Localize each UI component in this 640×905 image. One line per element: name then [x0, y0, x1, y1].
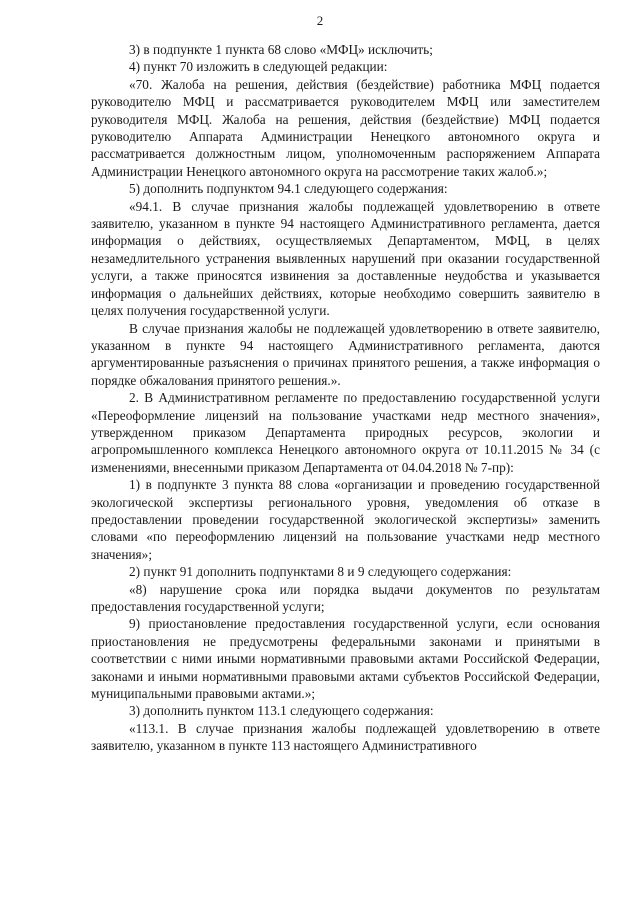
page-number: 2 — [316, 13, 324, 28]
paragraph-s2-item-3: 3) дополнить пунктом 113.1 следующего содержания: — [129, 703, 434, 719]
paragraph-item-5-p94-1: 5) дополнить подпунктом 94.1 следующего содержания: — [129, 181, 448, 197]
paragraph-s2-item-2: 2) пункт 91 дополнить подпунктами 8 и 9 следующего содержания: — [129, 564, 512, 580]
paragraph-p94-1-text: «94.1. В случае признания жалобы подлежащей удовлетворению в ответе заявителю, указанном в пункте 94 настоящего Административного регламента, дается информация о действиях, осуществляемых Департаментом, МФЦ, в целях незамедлительного устранения выявленных нарушений при оказании государственной услуги, а также приносятся извинения за доставленные неудобства и указывается информация о дальнейших действиях, которые необходимо совершить заявителю в целях получения государственной услуги. — [91, 198, 600, 319]
paragraph-item-3-sub1-p68: 3) в подпункте 1 пункта 68 слово «МФЦ» исключить; — [129, 42, 433, 57]
paragraph-item-4-p70: 4) пункт 70 изложить в следующей редакции: — [129, 59, 388, 75]
paragraph-p91-sub8: «8) нарушение срока или порядка выдачи документов по результатам предоставления государственной услуги; — [91, 581, 600, 614]
paragraph-s2-item-1: 1) в подпункте 3 пункта 88 слова «организации и проведению государственной экологической экспертизы регионального уровня, уведомления об отказе в предоставлении проведении государственной экологической экспертизы» заменить словами «по переоформлению лицензий на пользование участками недр местного значения»; — [91, 477, 600, 562]
paragraph-p94-1-rejection: В случае признания жалобы не подлежащей удовлетворению в ответе заявителю, указанном в пункте 94 настоящего Административного регламента, даются аргументированные разъяснения о причинах принятого решения, а также информация о порядке обжалования принятого решения.». — [91, 320, 600, 388]
paragraph-section-2: 2. В Административном регламенте по предоставлению государственной услуги «Переоформление лицензий на пользование участками недр местного значения», утвержденном приказом Департамента природных ресурсов, экологии и агропромышленного комплекса Ненецкого автономного округа от 10.11.2015 № 34 (с изменениями, внесенными приказом Департамента от 04.04.2018 № 7-пр): — [91, 390, 600, 475]
paragraph-p70-text: «70. Жалоба на решения, действия (бездействие) работника МФЦ подается руководителю МФЦ и рассматривается руководителем МФЦ или заместителем руководителя МФЦ. Жалоба на решения, действия (бездействие) МФЦ подается руководителю Аппарата Администрации Ненецкого автономного округа и рассматривается должностным лицом, уполномоченным распоряжением Аппарата Администрации Ненецкого автономного округа на рассмотрение таких жалоб.»; — [91, 76, 600, 179]
paragraph-p91-sub9: 9) приостановление предоставления государственной услуги, если основания приостановления не предусмотрены федеральными законами и принятыми в соответствии с ними иными нормативными правовыми актами Российской Федерации, законами и иными нормативными правовыми актами субъектов Российской Федерации, муниципальными правовыми актами.»; — [91, 616, 600, 702]
document-body — [91, 41, 600, 755]
paragraph-p113-1-text: «113.1. В случае признания жалобы подлежащей удовлетворению в ответе заявителю, указанном в пункте 113 настоящего Административного — [91, 720, 600, 754]
